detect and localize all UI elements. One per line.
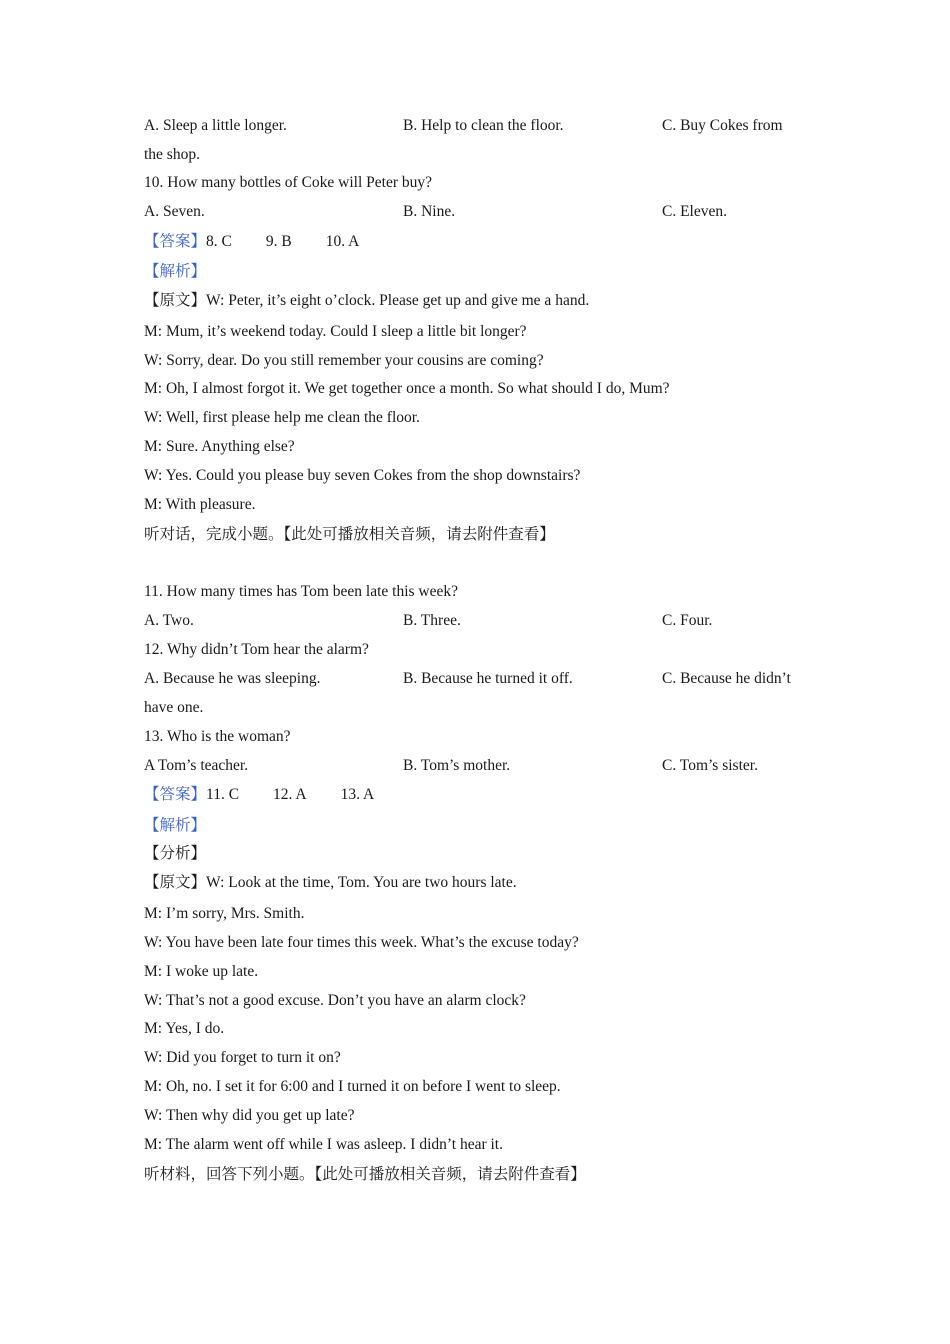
transcript-line: M: With pleasure. [144, 496, 256, 513]
q9-option-b: B. Help to clean the floor. [403, 117, 564, 134]
q12-option-c-continued: have one. [144, 699, 204, 716]
q13-question: 13. Who is the woman? [144, 728, 291, 745]
q10-options [144, 202, 824, 222]
transcript-text: W: Peter, it’s eight o’clock. Please get up and give me a hand. [206, 292, 590, 309]
transcript-line: M: I’m sorry, Mrs. Smith. [144, 905, 305, 922]
q11-option-a: A. Two. [144, 612, 194, 629]
q9-option-a: A. Sleep a little longer. [144, 117, 287, 134]
answer-item: 8. C [206, 233, 232, 250]
q11-option-c: C. Four. [662, 612, 713, 629]
q12-option-c: C. Because he didn’t [662, 670, 791, 687]
transcript-line: M: Oh, I almost forgot it. We get together once a month. So what should I do, Mum? [144, 380, 670, 397]
transcript-line: W: Well, first please help me clean the floor. [144, 409, 420, 426]
q11-options [144, 611, 824, 631]
q12-options [144, 669, 824, 689]
q11-question: 11. How many times has Tom been late this week? [144, 583, 459, 600]
transcript-text: W: Look at the time, Tom. You are two hours late. [206, 874, 517, 891]
transcript-line: W: Then why did you get up late? [144, 1107, 355, 1124]
q13-option-b: B. Tom’s mother. [403, 757, 511, 774]
transcript-line [144, 873, 517, 893]
q10-question: 10. How many bottles of Coke will Peter buy? [144, 174, 432, 191]
q9-options [144, 116, 824, 136]
q10-option-b: B. Nine. [403, 203, 456, 220]
analysis-label: 【解析】 [144, 817, 207, 834]
transcript-line: M: Sure. Anything else? [144, 438, 295, 455]
answer-item: 13. A [340, 786, 375, 803]
transcript-line [144, 291, 589, 311]
transcript-line: M: Oh, no. I set it for 6:00 and I turned it on before I went to sleep. [144, 1078, 561, 1095]
transcript-line: W: Yes. Could you please buy seven Cokes from the shop downstairs? [144, 467, 581, 484]
transcript-line: W: Sorry, dear. Do you still remember your cousins are coming? [144, 352, 544, 369]
transcript-line: M: Yes, I do. [144, 1020, 225, 1037]
answer-label: 【答案】 [144, 233, 207, 250]
answer-item: 11. C [206, 786, 240, 803]
transcript-line: W: That’s not a good excuse. Don’t you have an alarm clock? [144, 992, 526, 1009]
answer-line-2 [144, 785, 374, 805]
transcript-line: W: Did you forget to turn it on? [144, 1049, 341, 1066]
fenxi-label: 【分析】 [144, 845, 207, 862]
original-text-label: 【原文】 [144, 292, 207, 309]
transcript-line: M: I woke up late. [144, 963, 259, 980]
q12-option-b: B. Because he turned it off. [403, 670, 573, 687]
answer-item: 10. A [325, 233, 360, 250]
q9-option-c: C. Buy Cokes from [662, 117, 783, 134]
q13-option-c: C. Tom’s sister. [662, 757, 758, 774]
q12-question: 12. Why didn’t Tom hear the alarm? [144, 641, 369, 658]
q10-option-a: A. Seven. [144, 203, 205, 220]
answer-line-1 [144, 232, 359, 252]
analysis-label: 【解析】 [144, 263, 207, 280]
q9-option-c-continued: the shop. [144, 146, 200, 163]
q13-options [144, 756, 824, 776]
transcript-line: W: You have been late four times this week. What’s the excuse today? [144, 934, 579, 951]
q10-option-c: C. Eleven. [662, 203, 727, 220]
q13-option-a: A Tom’s teacher. [144, 757, 249, 774]
q11-option-b: B. Three. [403, 612, 461, 629]
original-text-label: 【原文】 [144, 874, 207, 891]
answer-label: 【答案】 [144, 786, 207, 803]
answer-item: 12. A [273, 786, 307, 803]
answer-item: 9. B [265, 233, 292, 250]
listening-instruction: 听材料，回答下列小题。【此处可播放相关音频，请去附件查看】 [144, 1166, 586, 1183]
listening-instruction: 听对话，完成小题。【此处可播放相关音频，请去附件查看】 [144, 526, 555, 543]
transcript-line: M: Mum, it’s weekend today. Could I sleep a little bit longer? [144, 323, 527, 340]
q12-option-a: A. Because he was sleeping. [144, 670, 321, 687]
transcript-line: M: The alarm went off while I was asleep. I didn’t hear it. [144, 1136, 503, 1153]
